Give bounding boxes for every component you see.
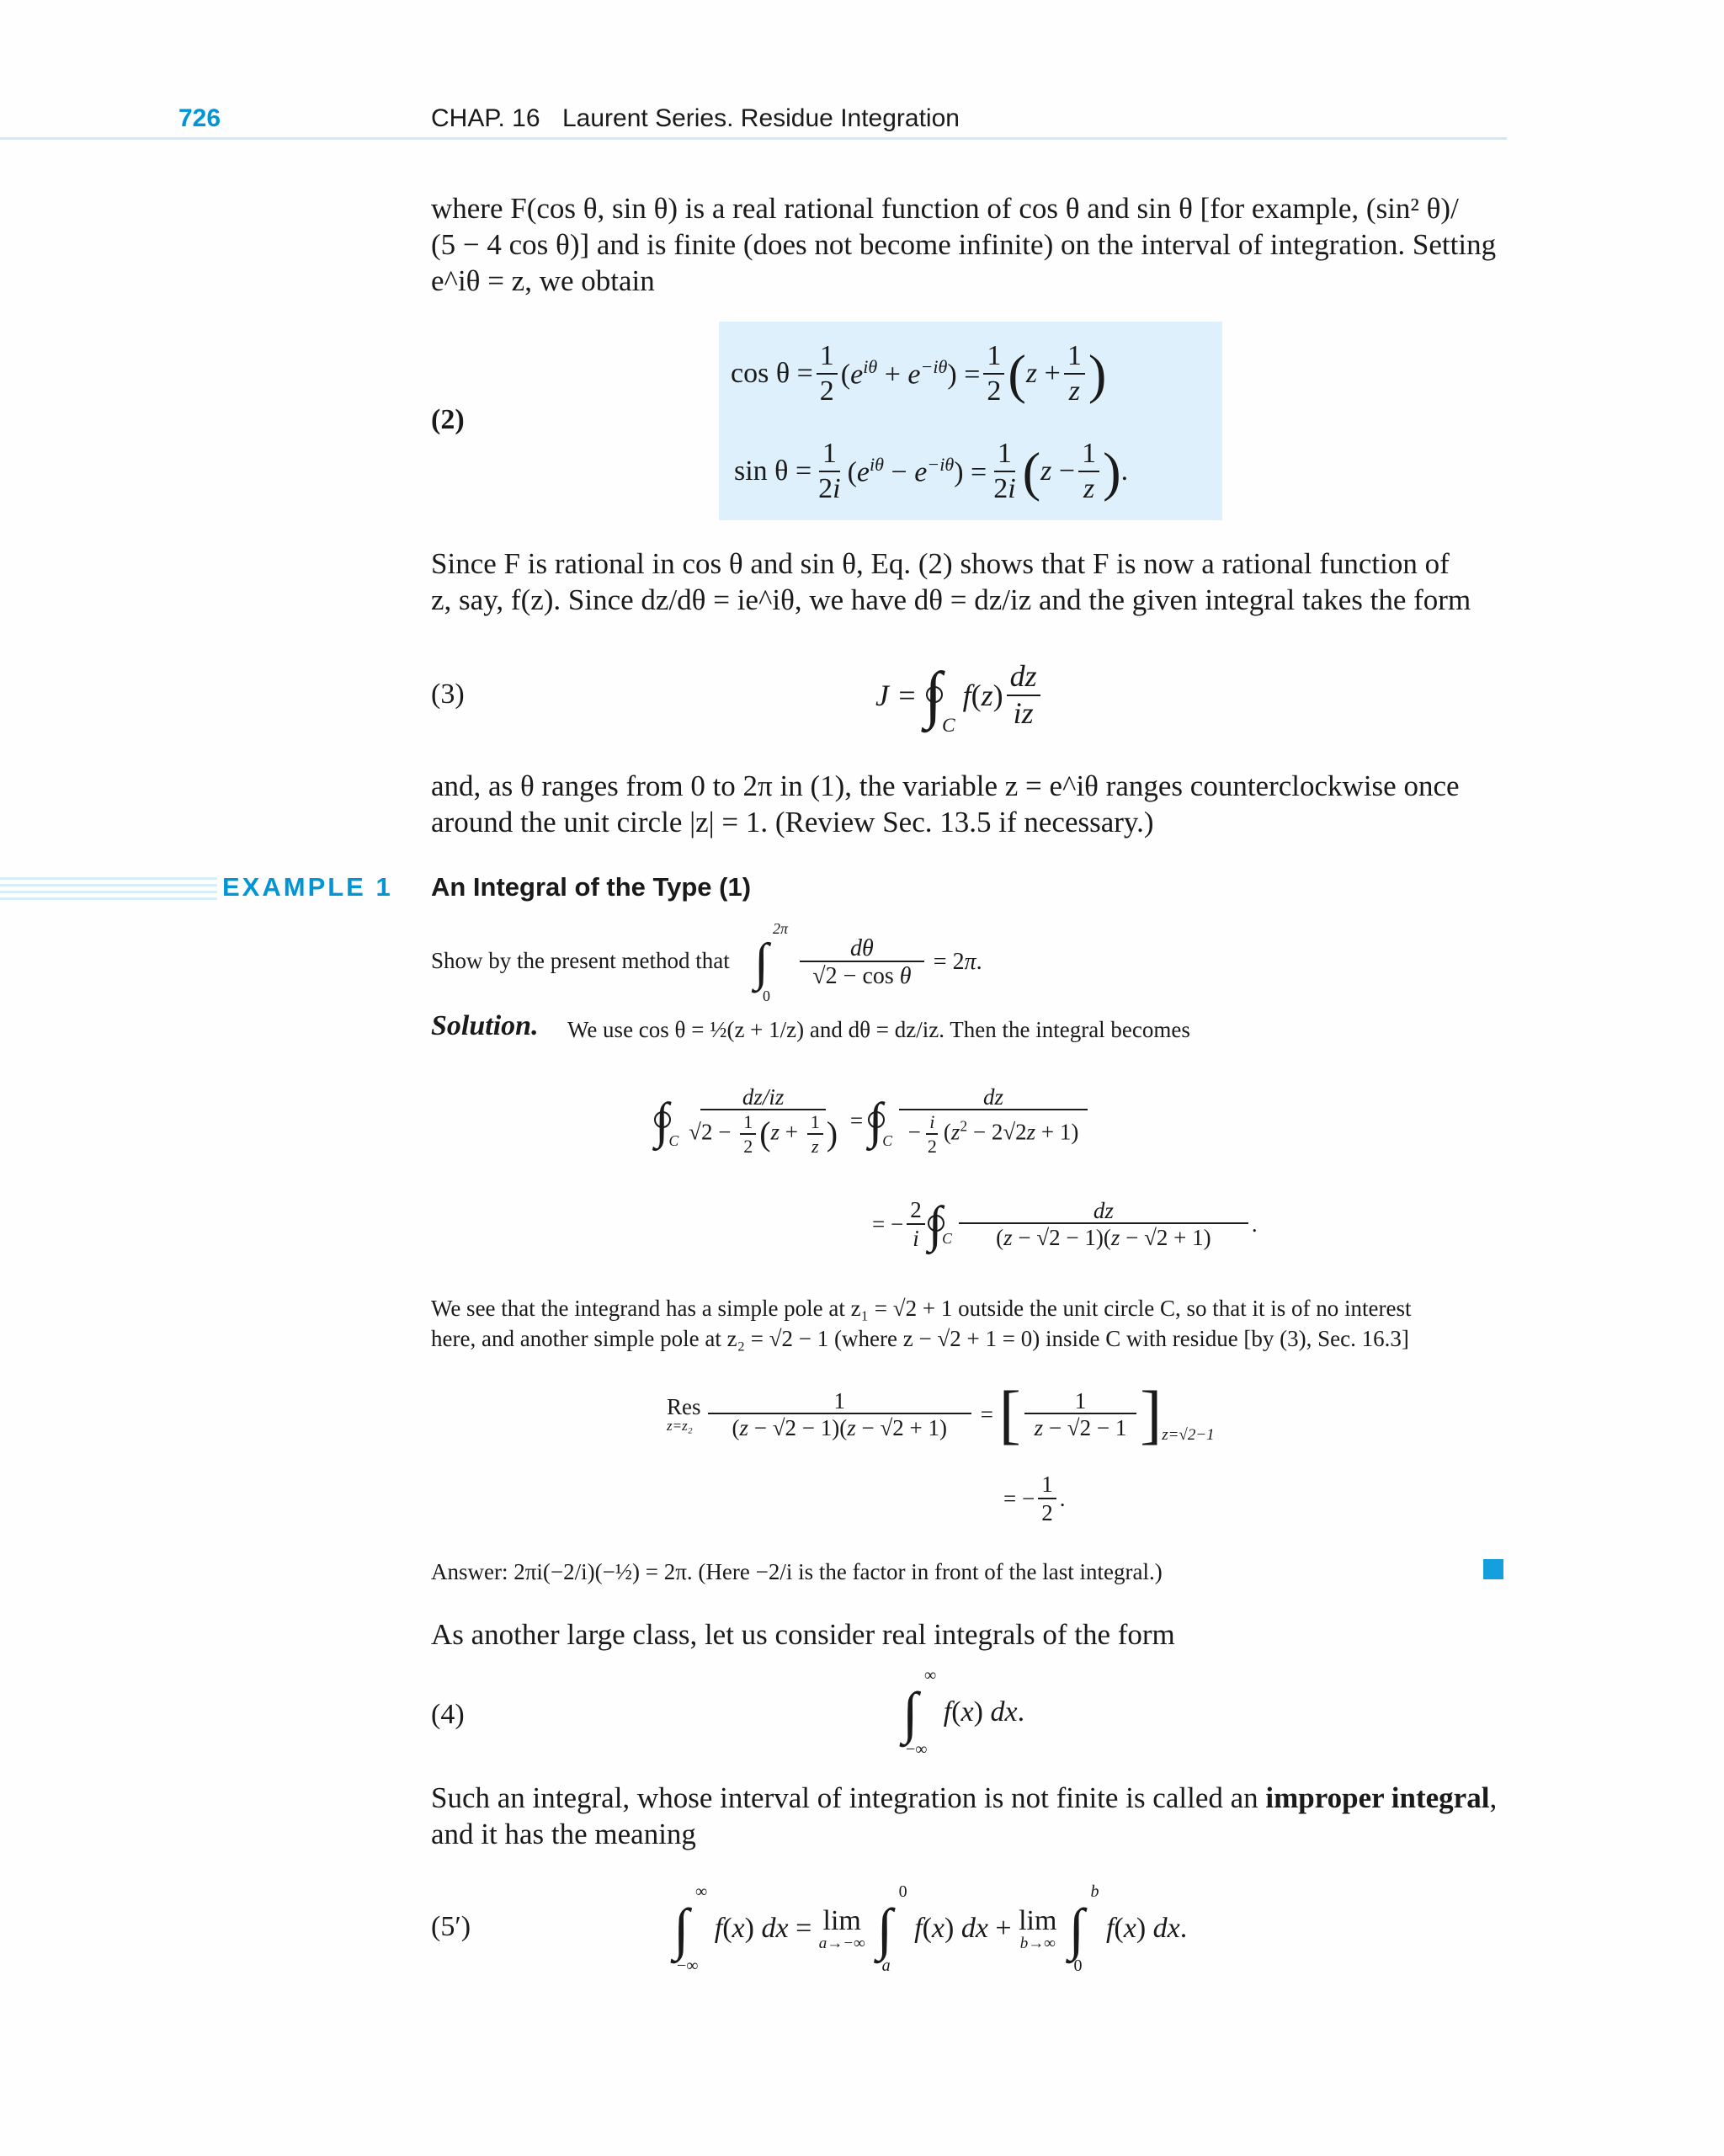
para3-line-2: around the unit circle |z| = 1. (Review Sec. 13.5 if necessary.) xyxy=(431,806,1154,838)
eq4-formula: ∞ ∫ −∞ f(x) dx. xyxy=(902,1666,1025,1759)
example-title: An Integral of the Type (1) xyxy=(431,872,752,902)
header-rule xyxy=(0,137,1507,140)
paragraph-2 xyxy=(431,546,1507,618)
para5-line-1-text: Such an integral, whose interval of integration is not finite is called an xyxy=(431,1781,1266,1814)
residue-equation-2: = − $\frac{1}{2}$ . xyxy=(1003,1471,1066,1525)
contour-integral-sign: ∫ xyxy=(655,1093,669,1148)
fraction: $\frac{1}{2i}$ xyxy=(993,438,1016,504)
end-of-example-square xyxy=(1483,1559,1503,1579)
fraction: $\frac{d\theta}{\text{√2 − cos θ}}$ xyxy=(800,936,924,989)
para5-line-1 xyxy=(431,1780,1507,1816)
intro-paragraph xyxy=(431,190,1507,299)
paragraph-4 xyxy=(431,1616,1507,1653)
eq3-number: (3) xyxy=(431,679,465,710)
poles-line-2: here, and another simple pole at z₂ = √2 − 1 (where z − √2 + 1 = 0) inside C with residue [by (3), Sec. 16.3] xyxy=(431,1326,1409,1351)
residue-equation-1: Res z=z₂ $\frac{1}{(z - √2 - 1)(z - √2 + 1)}$ = [ $\frac{1}{z - √2 - 1}$ ] $_{z=√2-1}$ xyxy=(667,1377,1215,1451)
intro-line-2: (5 − 4 cos θ)] and is finite (does not become infinite) on the interval of integration. Setting xyxy=(431,228,1497,261)
intro-line-1: where F(cos θ, sin θ) is a real rational function of cos θ and sin θ [for example, (sin² θ)/ xyxy=(431,192,1459,225)
eq2-cos-line: cos θ = $\frac{1}{2}$ $(e^{i\theta} + e^{-i\theta})$ = $\frac{1}{2}$ ( z + $\frac{1}{z}$ ) xyxy=(731,340,1107,407)
example-integral: 2π ∫ 0 $\frac{d\theta}{\text{√2 − cos θ}}$ = 2π. xyxy=(754,920,982,1004)
fraction: dz − $\frac{i}{2}$ $(z^2 - 2√2z + 1)$ xyxy=(899,1085,1088,1157)
para5-line-1-punct: , xyxy=(1489,1781,1498,1814)
fraction: $\frac{dz}{(z - √2 - 1)(z - √2 + 1)}$ xyxy=(959,1199,1248,1250)
show-text: Show by the present method that xyxy=(431,948,730,973)
intro-line-3: e^iθ = z, we obtain xyxy=(431,264,655,297)
fraction: $\frac{1}{(z - √2 - 1)(z - √2 + 1)}$ xyxy=(708,1389,972,1440)
example-label: EXAMPLE 1 xyxy=(217,872,398,902)
solution-equation-1: ∫ $_C$ dz/iz √2 − $\frac{1}{2}$ (z + $\frac{1}{z}$ ) = ∫ $_C$ dz − $\frac{i}{2}$ $(z^2 - 2√2z + 1)$ xyxy=(655,1066,1091,1175)
para2-line-1: Since F is rational in cos θ and sin θ, Eq. (2) shows that F is now a rational function of xyxy=(431,547,1450,580)
solution-label: Solution. xyxy=(431,1010,539,1041)
fraction: $\frac{1}{z - √2 - 1}$ xyxy=(1024,1389,1137,1440)
solution-text: We use cos θ = ½(z + 1/z) and dθ = dz/iz. Then the integral becomes xyxy=(567,1017,1190,1042)
eq5-number: (5′) xyxy=(431,1911,471,1942)
eq4-number: (4) xyxy=(431,1699,465,1730)
eq3-lhs: J = xyxy=(875,679,918,712)
solution-equation-2: = − $\frac{2}{i}$ ∫ $_C$ $\frac{dz}{(z - √2 - 1)(z - √2 + 1)}$ . xyxy=(872,1196,1258,1252)
fraction: $\frac{1}{2}$ xyxy=(1038,1472,1056,1525)
eq5-formula: ∞ ∫ −∞ f(x) dx = lim a→−∞ 0 ∫ a f(x) dx + lim b→∞ b ∫ 0 f(x) dx. xyxy=(673,1882,1188,1975)
para3-line-1: and, as θ ranges from 0 to 2π in (1), the variable z = e^iθ ranges counterclockwise once xyxy=(431,769,1460,802)
paragraph-5 xyxy=(431,1780,1507,1852)
page-number: 726 xyxy=(178,104,221,132)
fraction: $\frac{1}{z}$ xyxy=(1064,341,1085,406)
contour-integral-sign: ∫ xyxy=(928,1196,943,1252)
eq2-sin-line: sin θ = $\frac{1}{2i}$ $(e^{i\theta} - e^{-i\theta})$ = $\frac{1}{2i}$ ( z − $\frac{1}{z}$ ) . xyxy=(734,438,1129,504)
contour-integral-sign: ∫ xyxy=(868,1093,883,1148)
fraction: $\frac{dz}{iz}$ xyxy=(1007,661,1040,730)
para2-line-2: z, say, f(z). Since dz/dθ = ie^iθ, we have dθ = dz/iz and the given integral takes the form xyxy=(431,583,1471,616)
fraction: $\frac{2}{i}$ xyxy=(907,1198,925,1251)
fraction: $\frac{1}{2}$ xyxy=(983,341,1004,406)
eq2-cos-lhs: cos θ = xyxy=(731,358,813,389)
paragraph-3 xyxy=(431,768,1507,840)
improper-integral-term: improper integral xyxy=(1265,1781,1490,1814)
chapter-title: Laurent Series. Residue Integration xyxy=(562,104,960,132)
answer-text: Answer: 2πi(−2/i)(−½) = 2π. (Here −2/i is the factor in front of the last integral.) xyxy=(431,1559,1163,1584)
fraction: $\frac{1}{2i}$ xyxy=(818,438,841,504)
fraction: $\frac{1}{z}$ xyxy=(1078,439,1099,503)
eq3-formula: J = ∫ $_C$ f ( z ) $\frac{dz}{iz}$ xyxy=(875,653,1044,737)
contour-integral-sign: ∫ xyxy=(924,660,942,731)
para5-line-2: and it has the meaning xyxy=(431,1818,696,1850)
poles-line-1: We see that the integrand has a simple pole at z₁ = √2 + 1 outside the unit circle C, so that it is of no interest xyxy=(431,1296,1412,1321)
chapter-label: CHAP. 16 xyxy=(431,104,540,132)
eq2-number: (2) xyxy=(431,404,465,435)
eq2-sin-lhs: sin θ = xyxy=(734,455,812,487)
poles-paragraph xyxy=(431,1293,1507,1354)
fraction: dz/iz √2 − $\frac{1}{2}$ (z + $\frac{1}{z}$ ) xyxy=(689,1083,838,1158)
fraction: $\frac{1}{2}$ xyxy=(817,341,838,406)
para4-line-1: As another large class, let us consider real integrals of the form xyxy=(431,1618,1175,1651)
